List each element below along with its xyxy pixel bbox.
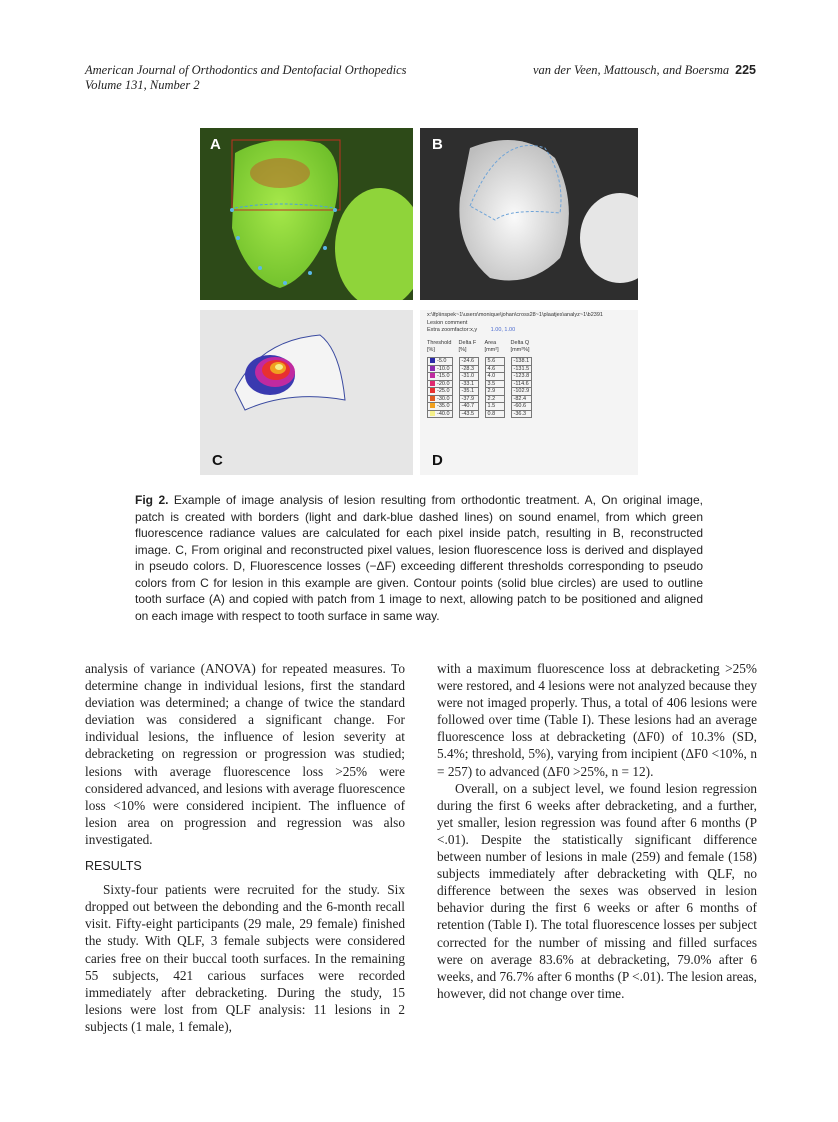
cell-value: -40.0: [437, 410, 450, 417]
cell-value: -24.6: [461, 358, 475, 364]
cell-value: 0.8: [487, 410, 496, 417]
original-fluorescence-image: [200, 128, 413, 300]
pseudo-color-lesion-map: [200, 310, 413, 475]
cell-value: -20.0: [437, 380, 450, 387]
table-cell: [459, 365, 479, 373]
column-header-title: Delta F: [458, 340, 477, 346]
column-header-unit: [mm²%]: [510, 347, 530, 353]
cell-value: -123.8: [513, 373, 530, 379]
table-cell: [485, 410, 505, 419]
cell-value: 1.5: [487, 403, 496, 409]
cell-value: -37.9: [461, 395, 475, 402]
caption-text: Example of image analysis of lesion resulting from orthodontic treatment. A, On original image, patch is created with borders (light and dark-blue dashed lines) on sound enamel, from which green fluorescence radiance values are calculated for each pixel inside patch, resulting in B, reconstructed image. C, From original and reconstructed pixel values, lesion fluorescence loss is derived and displayed in pseudo colors. D, Fluorescence losses (−ΔF) exceeding different thresholds corresponding to pseudo colors from C for lesion in this example are given. Contour points (solid blue circles) are used to outline tooth surface (A) and copied with patch from 1 image to next, allowing patch to be positioned and aligned on each image with respect to tooth surface in same way.: [135, 493, 703, 623]
table-cell: [427, 357, 453, 365]
panel-label-c: C: [212, 452, 223, 469]
cell-value: 4.6: [487, 365, 496, 372]
table-cell: [485, 357, 505, 365]
figure-panel-a: [200, 128, 413, 300]
table-cell: [511, 395, 533, 403]
cell-value: -40.7: [461, 403, 475, 409]
table-cell: [427, 372, 453, 380]
color-swatch-icon: [430, 396, 435, 401]
running-header-authors: [533, 63, 756, 78]
column-header-title: Threshold: [427, 340, 452, 346]
cell-value: -28.3: [461, 365, 475, 372]
zoom-label: Extra zoomfactor:x,y: [427, 327, 478, 333]
table-cell: [511, 372, 533, 380]
color-swatch-icon: [430, 403, 435, 408]
left-column: [85, 660, 405, 1035]
table-cell: [459, 372, 479, 380]
cell-value: -131.5: [513, 365, 530, 372]
table-cell: [459, 380, 479, 388]
lesion-comment: Lesion comment: [427, 320, 468, 326]
paragraph: analysis of variance (ANOVA) for repeated measures. To determine change in individual lesions, first the standard deviation was determined; a change of twice the standard deviation was considered a significant change. For individual lesions, the influence of lesion severity at debracketing on regression or progression was studied; lesions with average fluorescence loss >25% were considered advanced, and lesions with average fluorescence loss <10% were considered incipient. The influence of lesion area on progression and regression was also investigated.: [85, 661, 405, 847]
color-swatch-icon: [430, 373, 435, 378]
paragraph: Overall, on a subject level, we found lesion regression during the first 6 weeks after debracketing, and a further, yet smaller, lesion regression was found after 6 months (P <.01). Despite the statistically significant difference between number of lesions in male (259) and female (158) subjects immediately after debracketing with QLF, no difference between the sexes was observed in lesion behavior during the first 6 weeks or after 6 months of retention (Table I). The total fluorescence losses per subject corrected for the number of missing and filled surfaces were on average 83.6% at debracketing, 79.0% after 6 weeks, and 76.7% after 6 months (P <.01). The lesion areas, however, did not change over time.: [437, 780, 757, 1001]
column-header: [427, 340, 453, 354]
cell-value: -60.6: [513, 403, 527, 409]
right-column: [437, 660, 757, 1002]
cell-value: -31.0: [461, 373, 475, 379]
table-cell: [511, 387, 533, 395]
table-cell: [459, 395, 479, 403]
table-cell: [427, 395, 453, 403]
table-cell: [485, 395, 505, 403]
cell-value: -35.0: [437, 403, 450, 409]
table-cell: [511, 357, 533, 365]
cell-value: 2.9: [487, 388, 496, 394]
zoom-value: 1.00, 1.00: [490, 327, 516, 333]
cell-value: -35.1: [461, 388, 475, 394]
cell-value: -30.0: [437, 395, 450, 402]
table-cell: [427, 402, 453, 410]
paragraph: with a maximum fluorescence loss at debracketing >25% were restored, and 4 lesions were not analyzed because they were not imaged properly. Thus, a total of 406 lesions were followed over time (Table I). These lesions had an average fluorescence loss at debracketing (ΔF0) of 10.3% (SD, 5.4%; threshold, 5%), varying from incipient (ΔF0 <10%, n = 257) to advanced (ΔF0 >25%, n = 12).: [437, 661, 757, 779]
table-cell: [459, 387, 479, 395]
figure-panel-b: [420, 128, 638, 300]
authors: van der Veen, Mattousch, and Boersma: [532, 63, 730, 77]
figure-panel-d: [420, 310, 638, 475]
color-swatch-icon: [430, 358, 435, 363]
paragraph: Sixty-four patients were recruited for the study. Six dropped out between the debonding and the 6-month recall visit. Fifty-eight participants (29 male, 29 female) finished the study. With QLF, 3 female subjects were considered caries free on their buccal tooth surfaces. In the remaining 55 subjects, 421 carious surfaces were recorded immediately after debracketing. During the study, 15 lesions were lost from QLF analysis: 11 lesions in 2 subjects (1 male, 1 female),: [85, 882, 405, 1034]
table-column-delta-q: [511, 340, 533, 418]
cell-value: -43.5: [461, 410, 475, 417]
cell-value: -25.0: [437, 388, 450, 394]
color-swatch-icon: [430, 366, 435, 371]
section-heading-results: RESULTS: [85, 859, 142, 874]
table-cell: [485, 365, 505, 373]
table-cell: [427, 410, 453, 419]
table-cell: [459, 357, 479, 365]
color-swatch-icon: [430, 411, 435, 416]
page-number: 225: [735, 63, 756, 77]
journal-title: American Journal of Orthodontics and Dentofacial Orthopedics: [85, 63, 407, 77]
cell-value: -15.0: [437, 373, 450, 379]
reconstructed-image: [420, 128, 638, 300]
column-header-title: Area: [484, 340, 497, 346]
column-header-unit: [%]: [458, 347, 467, 353]
table-cell: [485, 380, 505, 388]
cell-value: -36.3: [513, 410, 527, 417]
column-header-unit: [%]: [427, 347, 435, 353]
table-cell: [485, 387, 505, 395]
file-path: x:\lfp\inspek~1\users\monique\johan\cross28~1\plaatjes\analyz~1\b2391: [427, 312, 603, 318]
table-cell: [485, 402, 505, 410]
cell-value: -5.0: [437, 358, 447, 364]
journal-volume: Volume 131, Number 2: [85, 78, 200, 92]
panel-label-b: B: [432, 136, 443, 153]
cell-value: -10.0: [437, 365, 450, 372]
column-header-title: Delta Q: [510, 340, 530, 346]
figure-caption: [135, 492, 703, 624]
column-header: [485, 340, 505, 354]
lesion-table: [427, 340, 532, 418]
running-header-journal: [85, 63, 407, 93]
cell-value: 4.0: [487, 373, 496, 379]
figure-panel-c: [200, 310, 413, 475]
cell-value: 2.2: [487, 395, 496, 402]
color-swatch-icon: [430, 388, 435, 393]
cell-value: -102.9: [513, 388, 530, 394]
table-cell: [459, 410, 479, 419]
table-cell: [427, 365, 453, 373]
cell-value: 5.6: [487, 358, 496, 364]
table-column-threshold: [427, 340, 453, 418]
column-header-unit: [mm²]: [484, 347, 499, 353]
cell-value: -33.1: [461, 380, 475, 387]
cell-value: -138.1: [513, 358, 530, 364]
table-cell: [427, 380, 453, 388]
cell-value: -114.6: [513, 380, 529, 387]
column-header: [459, 340, 479, 354]
column-header: [511, 340, 533, 354]
panel-label-a: A: [210, 136, 221, 153]
table-cell: [427, 387, 453, 395]
table-cell: [511, 380, 533, 388]
caption-label: Fig 2.: [135, 493, 169, 507]
table-cell: [511, 365, 533, 373]
table-column-area: [485, 340, 505, 418]
panel-label-d: D: [432, 452, 443, 469]
table-cell: [485, 372, 505, 380]
table-cell: [511, 410, 533, 419]
table-cell: [459, 402, 479, 410]
table-cell: [511, 402, 533, 410]
cell-value: -82.4: [513, 395, 527, 402]
cell-value: 3.5: [487, 380, 496, 387]
table-column-delta-f: [459, 340, 479, 418]
color-swatch-icon: [430, 381, 435, 386]
